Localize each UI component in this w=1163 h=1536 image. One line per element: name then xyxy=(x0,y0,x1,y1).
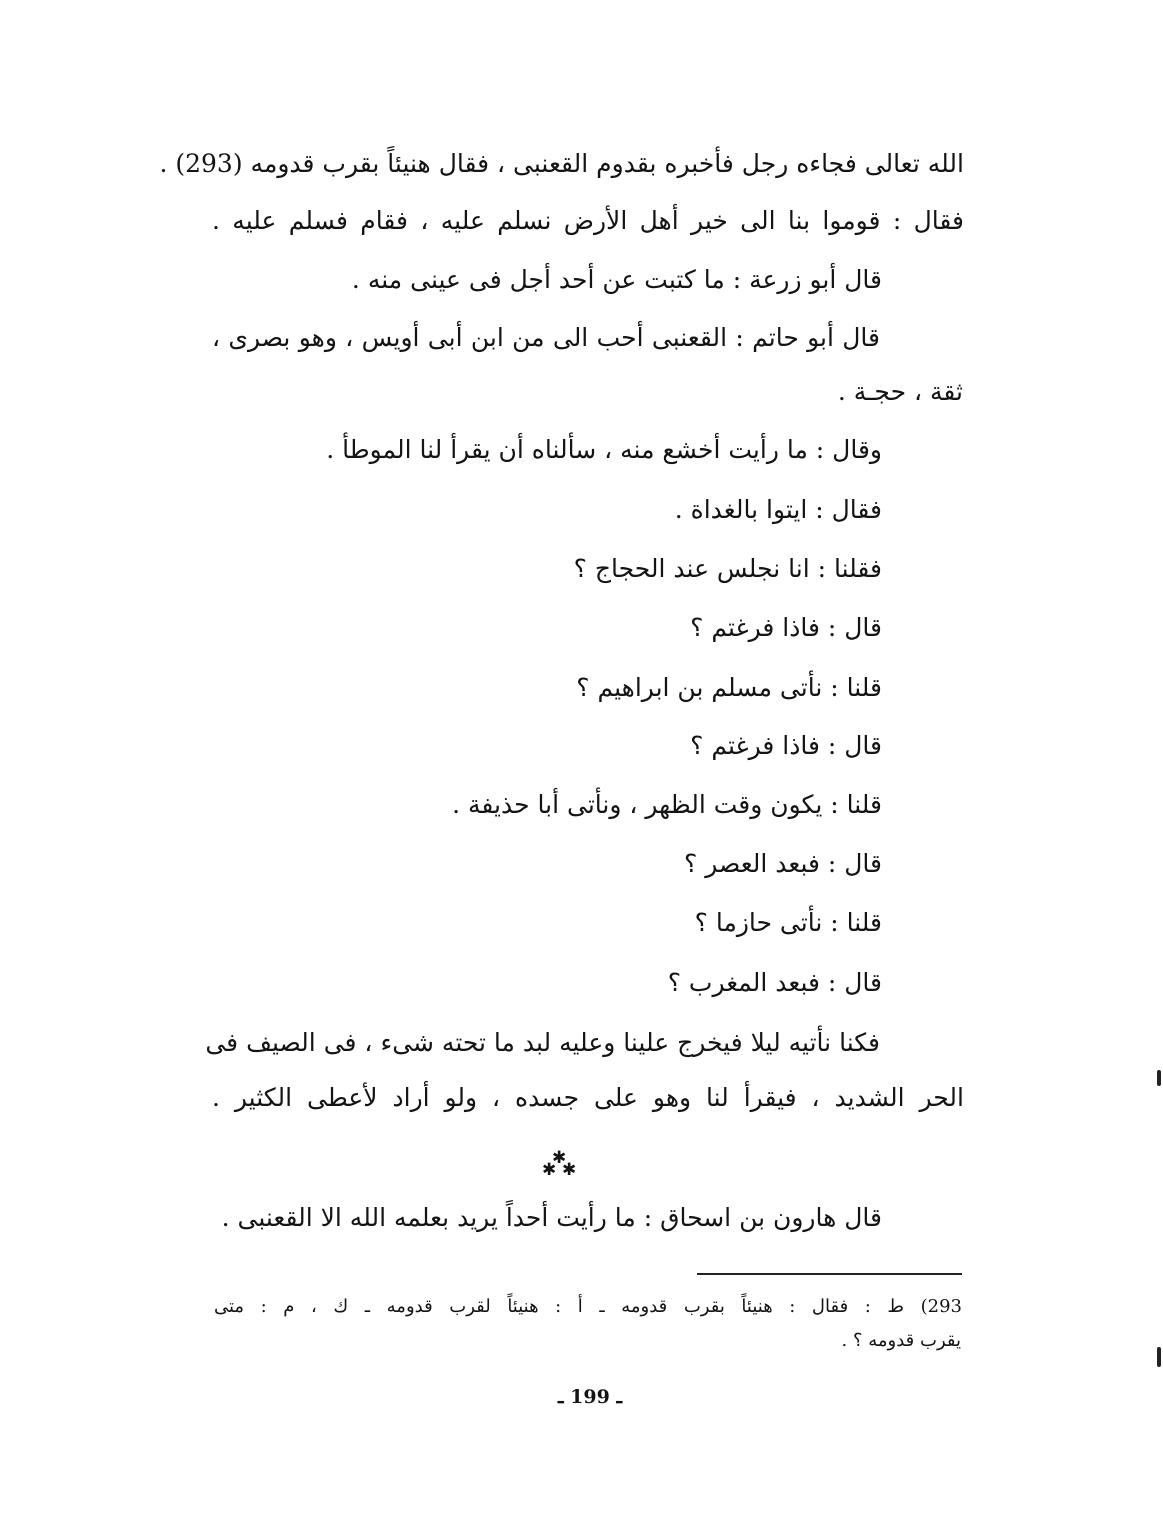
text-line-6: وقال : ما رأيت أخشع منه ، سألناه أن يقرأ لنا الموطأ . xyxy=(326,435,882,464)
text-line-after-separator: قال هارون بن اسحاق : ما رأيت أحداً يريد بعلمه الله الا القعنبى . xyxy=(221,1203,882,1232)
text-line-7: فقال : ايتوا بالغداة . xyxy=(674,495,882,524)
text-line-10: قلنا : نأتى مسلم بن ابراهيم ؟ xyxy=(576,673,882,702)
page-number: ـ 199 ـ xyxy=(557,1386,623,1408)
text-line-8: فقلنا : انا نجلس عند الحجاج ؟ xyxy=(573,554,882,583)
text-line-12: قلنا : يكون وقت الظهر ، ونأتى أبا حذيفة . xyxy=(452,790,882,819)
separator-star: ✱ xyxy=(552,1148,567,1168)
footnote-line-1: 293) ط : فقال : هنيئاً بقرب قدومه ـ أ : هنيئاً لقرب قدومه ـ ك ، م : متى xyxy=(214,1296,962,1317)
text-line-9: قال : فاذا فرغتم ؟ xyxy=(690,613,882,642)
separator-star: ✱ xyxy=(562,1160,577,1180)
text-line-2: فقال : قوموا بنا الى خير أهل الأرض نسلم عليه ، فقام فسلم عليه . xyxy=(212,206,964,235)
text-line-1: الله تعالى فجاءه رجل فأخبره بقدوم القعنبى ، فقال هنيئاً بقرب قدومه (293) . xyxy=(159,149,964,178)
text-line-11: قال : فاذا فرغتم ؟ xyxy=(690,731,882,760)
text-line-13: قال : فبعد العصر ؟ xyxy=(684,849,882,878)
text-line-15: قال : فبعد المغرب ؟ xyxy=(667,968,882,997)
text-line-16: فكنا نأتيه ليلا فيخرج علينا وعليه لبد ما تحته شىء ، فى الصيف فى xyxy=(205,1028,880,1057)
scan-edge-mark xyxy=(1157,1347,1161,1367)
text-line-4: قال أبو حاتم : القعنبى أحب الى من ابن أبى أويس ، وهو بصرى ، xyxy=(212,323,880,352)
footnote-divider xyxy=(697,1273,962,1275)
footnote-line-2: يقرب قدومه ؟ . xyxy=(841,1330,961,1351)
text-line-3: قال أبو زرعة : ما كتبت عن أحد أجل فى عينى منه . xyxy=(351,265,882,294)
scan-edge-mark xyxy=(1157,1070,1161,1086)
text-line-14: قلنا : نأتى حازما ؟ xyxy=(694,908,882,937)
separator-star: ✱ xyxy=(542,1160,557,1180)
text-line-5: ثقة ، حجـة . xyxy=(837,377,963,406)
section-separator xyxy=(528,1148,588,1184)
text-line-17: الحر الشديد ، فيقرأ لنا وهو على جسده ، ولو أراد لأعطى الكثير . xyxy=(212,1083,964,1112)
